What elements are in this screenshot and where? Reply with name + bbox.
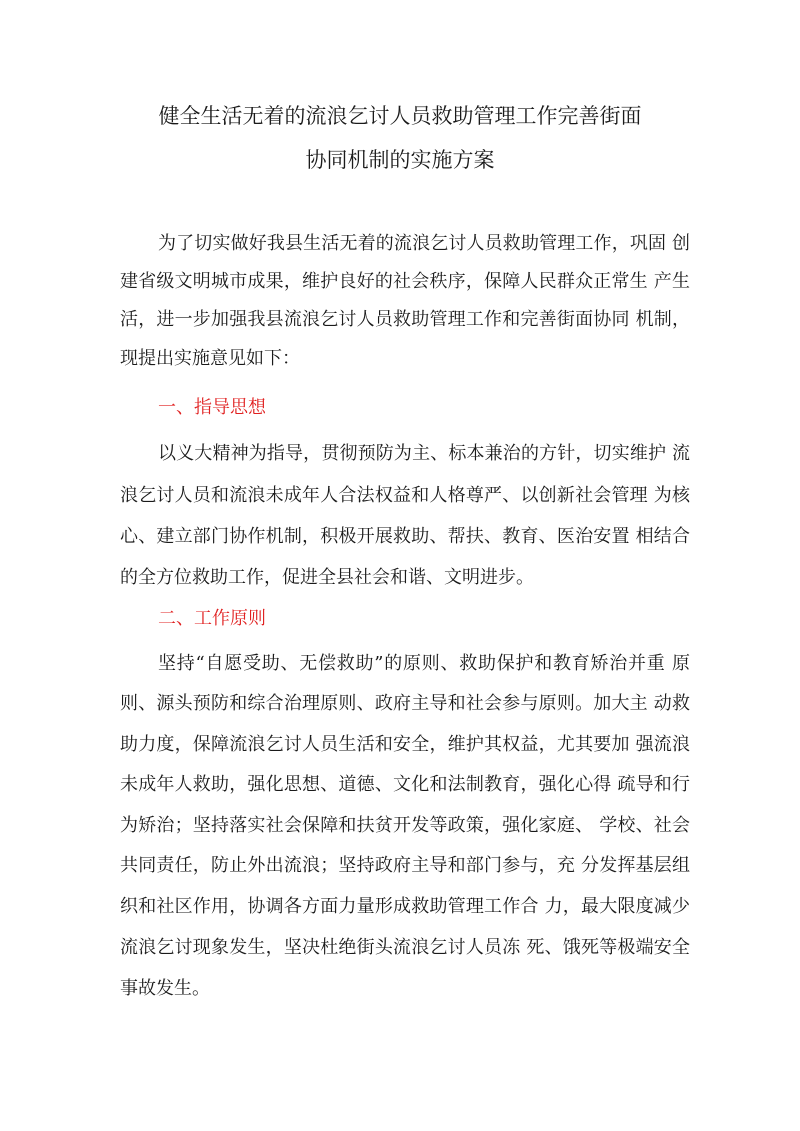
section-1-heading: 一、指导思想 <box>158 397 266 418</box>
section-2-line-3: 助力度，保障流浪乞讨人员生活和安全，维护其权益，尤其要加 强流浪 <box>120 734 690 755</box>
section-2-line-1: 坚持“自愿受助、无偿救助”的原则、救助保护和教育矫治并重 原 <box>158 653 690 674</box>
section-1-line-2: 浪乞讨人员和流浪未成年人合法权益和人格尊严、以创新社会管理 为核 <box>120 485 690 506</box>
intro-line-1: 为了切实做好我县生活无着的流浪乞讨人员救助管理工作，巩固 创 <box>158 233 690 254</box>
section-2-line-5: 为矫治；坚持落实社会保障和扶贫开发等政策，强化家庭、 学校、社会 <box>120 815 690 836</box>
section-1-line-3: 心、建立部门协作机制，积极开展救助、帮扶、教育、医治安置 相结合 <box>120 526 690 547</box>
intro-line-4: 现提出实施意见如下： <box>120 348 300 369</box>
section-2-heading: 二、工作原则 <box>158 608 266 629</box>
section-2-line-9: 事故发生。 <box>120 978 210 999</box>
intro-line-2: 建省级文明城市成果，维护良好的社会秩序，保障人民群众正常生 产生 <box>120 271 690 292</box>
intro-line-3: 活，进一步加强我县流浪乞讨人员救助管理工作和完善街面协同 机制， <box>120 309 690 330</box>
section-2-line-4: 未成年人救助，强化思想、道德、文化和法制教育，强化心得 疏导和行 <box>120 774 690 795</box>
section-2-line-7: 织和社区作用，协调各方面力量形成救助管理工作合 力，最大限度减少 <box>120 896 690 917</box>
section-2-line-2: 则、源头预防和综合治理原则、政府主导和社会参与原则。加大主 动救 <box>120 693 690 714</box>
section-2-line-8: 流浪乞讨现象发生，坚决杜绝街头流浪乞讨人员冻 死、饿死等极端安全 <box>120 937 690 958</box>
section-1-line-4: 的全方位救助工作，促进全县社会和谐、文明进步。 <box>120 567 534 588</box>
section-2-line-6: 共同责任，防止外出流浪；坚持政府主导和部门参与，充 分发挥基层组 <box>120 855 690 876</box>
document-title-line-1: 健全生活无着的流浪乞讨人员救助管理工作完善街面 <box>158 104 642 128</box>
section-1-line-1: 以义大精神为指导，贯彻预防为主、标本兼治的方针，切实维护 流 <box>158 443 690 464</box>
document-title-line-2: 协同机制的实施方案 <box>305 148 495 172</box>
